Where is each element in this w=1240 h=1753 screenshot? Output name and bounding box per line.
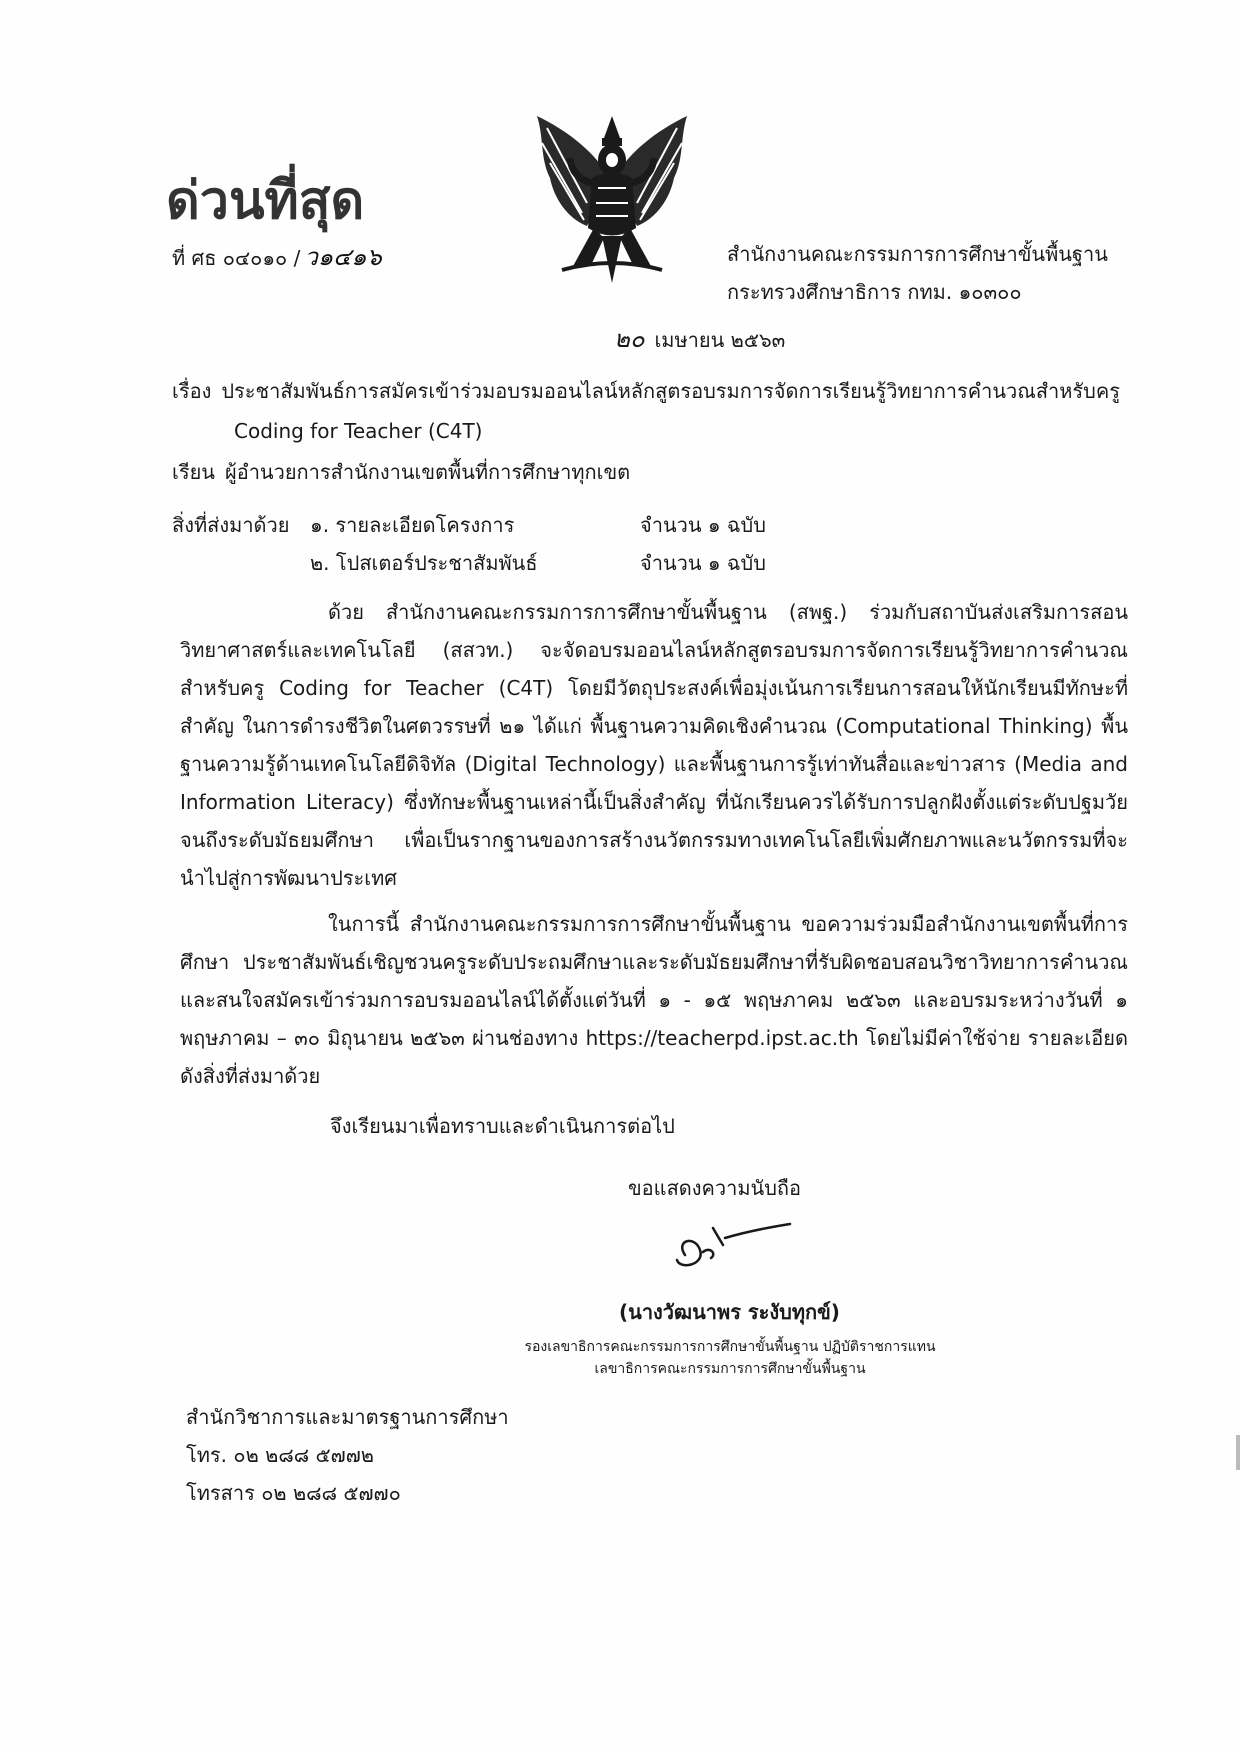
- office-address: กระทรวงศึกษาธิการ กทม. ๑๐๓๐๐: [727, 280, 1022, 304]
- enclosure-row: [172, 544, 766, 582]
- enclosure-item: ๒. โปสเตอร์ประชาสัมพันธ์: [310, 551, 538, 575]
- enclosure-item: ๑. รายละเอียดโครงการ: [310, 513, 515, 537]
- enclosures-label: สิ่งที่ส่งมาด้วย: [172, 513, 290, 537]
- addressee-label: เรียน: [172, 460, 215, 484]
- reference-handwritten-number: ว๑๔๑๖: [304, 243, 382, 271]
- regards-line: ขอแสดงความนับถือ: [628, 1176, 802, 1200]
- date-month-year: เมษายน ๒๕๖๓: [654, 328, 786, 352]
- enclosures-block: [172, 506, 766, 582]
- date-day-handwritten: ๒๐: [614, 325, 645, 353]
- addressee-block: [172, 456, 630, 488]
- urgency-stamp: ด่วนที่สุด: [166, 171, 365, 231]
- body-paragraph-1: ด้วย สำนักงานคณะกรรมการการศึกษาขั้นพื้นฐาน (สพฐ.) ร่วมกับสถาบันส่งเสริมการสอนวิทยาศาสตร์และเทคโนโลยี (สสวท.) จะจัดอบรมออนไลน์หลักสูตรอบรมการจัดการเรียนรู้วิทยาการคำนวณสำหรับครู Coding for Teacher (C4T) โดยมีวัตถุประสงค์เพื่อมุ่งเน้นการเรียนการสอนให้นักเรียนมีทักษะที่สำคัญ ในการดำรงชีวิตในศตวรรษที่ ๒๑ ได้แก่ พื้นฐานความคิดเชิงคำนวณ (Computational Thinking) พื้นฐานความรู้ด้านเทคโนโลยีดิจิทัล (Digital Technology) และพื้นฐานการรู้เท่าทันสื่อและข่าวสาร (Media and Information Literacy) ซึ่งทักษะพื้นฐานเหล่านี้เป็นสิ่งสำคัญ ที่นักเรียนควรได้รับการปลูกฝังตั้งแต่ระดับปฐมวัยจนถึงระดับมัธยมศึกษา เพื่อเป็นรากฐานของการสร้างนวัตกรรมทางเทคโนโลยีเพิ่มศักยภาพและนวัตกรรมที่จะนำไปสู่การพัฒนาประเทศ: [180, 600, 1128, 890]
- body-paragraph-2: ในการนี้ สำนักงานคณะกรรมการการศึกษาขั้นพื้นฐาน ขอความร่วมมือสำนักงานเขตพื้นที่การศึกษา ประชาสัมพันธ์เชิญชวนครูระดับประถมศึกษาและระดับมัธยมศึกษาที่รับผิดชอบสอนวิชาวิทยาการคำนวณและสนใจสมัครเข้าร่วมการอบรมออนไลน์ได้ตั้งแต่วันที่ ๑ - ๑๕ พฤษภาคม ๒๕๖๓ และอบรมระหว่างวันที่ ๑ พฤษภาคม – ๓๐ มิถุนายน ๒๕๖๓ ผ่านช่องทาง https://teacherpd.ipst.ac.th โดยไม่มีค่าใช้จ่าย รายละเอียดดังสิ่งที่ส่งมาด้วย: [180, 912, 1128, 1088]
- closing-sentence: จึงเรียนมาเพื่อทราบและดำเนินการต่อไป: [330, 1114, 675, 1138]
- subject-label: เรื่อง: [172, 379, 212, 403]
- office-name: สำนักงานคณะกรรมการการศึกษาขั้นพื้นฐาน: [727, 242, 1108, 266]
- contact-footer: [186, 1398, 509, 1512]
- subject-text-continued: Coding for Teacher (C4T): [234, 419, 483, 443]
- signer-name: (นางวัฒนาพร ระงับทุกข์): [619, 1300, 840, 1324]
- fax-number: โทรสาร ๐๒ ๒๘๘ ๕๗๗๐: [186, 1481, 401, 1505]
- reference-number: [172, 237, 382, 276]
- enclosure-quantity: จำนวน ๑ ฉบับ: [640, 513, 766, 537]
- handwritten-signature: [665, 1210, 795, 1280]
- addressee-text: ผู้อำนวยการสำนักงานเขตพื้นที่การศึกษาทุกเขต: [224, 460, 631, 484]
- phone-number: โทร. ๐๒ ๒๘๘ ๕๗๗๒: [186, 1443, 374, 1467]
- scan-edge-mark: [1236, 1435, 1240, 1470]
- garuda-emblem-icon: [532, 108, 692, 288]
- issuing-office: [727, 235, 1108, 311]
- department-name: สำนักวิชาการและมาตรฐานการศึกษา: [186, 1405, 509, 1429]
- signer-position: [480, 1336, 980, 1380]
- signer-position-line-1: รองเลขาธิการคณะกรรมการการศึกษาขั้นพื้นฐาน ปฏิบัติราชการแทน: [524, 1339, 936, 1355]
- subject-text: ประชาสัมพันธ์การสมัครเข้าร่วมอบรมออนไลน์หลักสูตรอบรมการจัดการเรียนรู้วิทยาการคำนวณสำหรับครู: [221, 379, 1120, 403]
- subject-block: [172, 371, 1132, 451]
- enclosure-row: [172, 506, 766, 544]
- enclosure-quantity: จำนวน ๑ ฉบับ: [640, 551, 766, 575]
- letter-date: [614, 319, 785, 358]
- signer-position-line-2: เลขาธิการคณะกรรมการการศึกษาขั้นพื้นฐาน: [594, 1361, 866, 1377]
- reference-prefix: ที่ ศธ ๐๔๐๑๐ /: [172, 246, 301, 270]
